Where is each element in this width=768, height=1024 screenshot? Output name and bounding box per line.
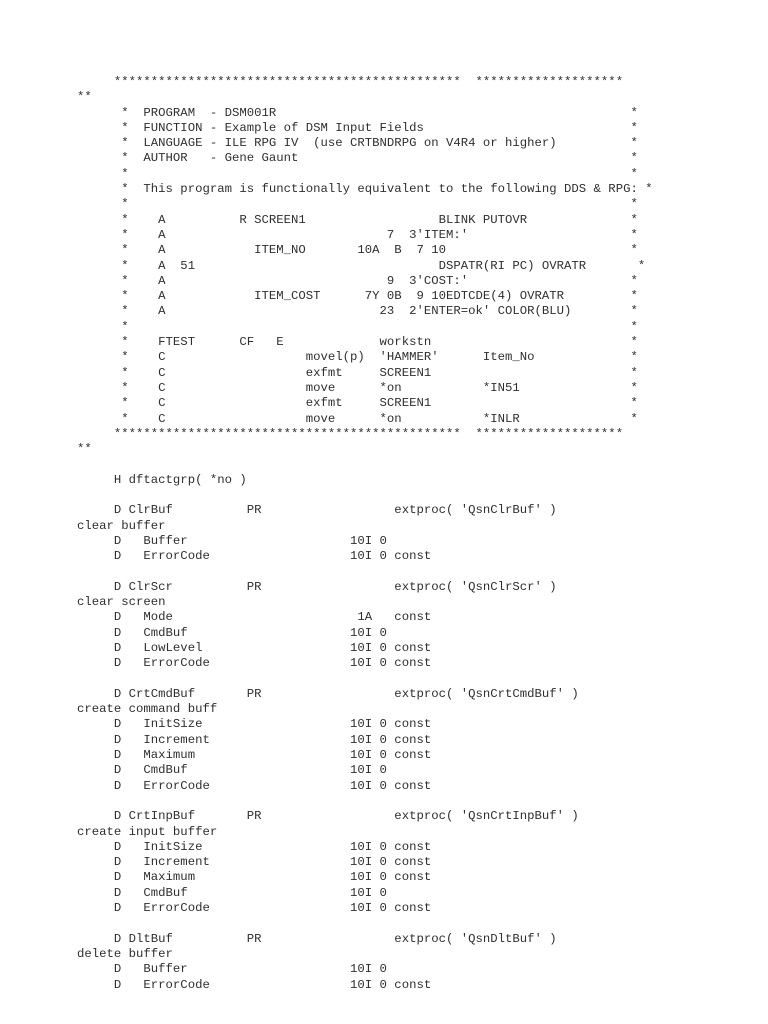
code-line: * FTEST CF E workstn *: [77, 335, 638, 350]
code-line: * C move *on *IN51 *: [77, 380, 638, 395]
code-line: * A ITEM_NO 10A B 7 10 *: [77, 243, 638, 258]
code-line: H dftactgrp( *no ): [77, 472, 247, 487]
code-line: * A ITEM_COST 7Y 0B 9 10EDTCDE(4) OVRATR *: [77, 289, 638, 304]
code-line: **: [77, 442, 92, 457]
code-line: clear buffer: [77, 518, 166, 533]
code-line: D ClrScr PR extproc( 'QsnClrScr' ): [77, 579, 557, 594]
code-line: D Buffer 10I 0: [77, 962, 387, 977]
code-line: * C movel(p) 'HAMMER' Item_No *: [77, 350, 638, 365]
code-line: * A 23 2'ENTER=ok' COLOR(BLU) *: [77, 304, 638, 319]
code-line: [77, 457, 653, 472]
code-line: * This program is functionally equivalent to the following DDS & RPG: *: [77, 182, 653, 197]
code-line: create command buff: [77, 702, 218, 717]
code-line: **: [77, 90, 92, 105]
code-line: [77, 672, 653, 687]
code-line: [77, 916, 653, 931]
code-line: D ErrorCode 10I 0 const: [77, 778, 432, 793]
code-line: D Maximum 10I 0 const: [77, 870, 432, 885]
code-line: D Maximum 10I 0 const: [77, 748, 432, 763]
code-line: * C exfmt SCREEN1 *: [77, 365, 638, 380]
code-line: [77, 488, 653, 503]
code-line: D ClrBuf PR extproc( 'QsnClrBuf' ): [77, 503, 557, 518]
code-line: D Increment 10I 0 const: [77, 855, 432, 870]
code-line: * AUTHOR - Gene Gaunt *: [77, 151, 638, 166]
code-line: D CrtInpBuf PR extproc( 'QsnCrtInpBuf' ): [77, 809, 579, 824]
code-line: clear screen: [77, 595, 166, 610]
code-line: delete buffer: [77, 946, 173, 961]
code-line: D InitSize 10I 0 const: [77, 717, 432, 732]
code-line: * A R SCREEN1 BLINK PUTOVR *: [77, 212, 638, 227]
code-line: * A 7 3'ITEM:' *: [77, 227, 638, 242]
code-line: create input buffer: [77, 824, 218, 839]
code-line: D ErrorCode 10I 0 const: [77, 656, 432, 671]
code-line: * A 9 3'COST:' *: [77, 273, 638, 288]
code-line: D Increment 10I 0 const: [77, 732, 432, 747]
code-line: * *: [77, 166, 638, 181]
code-line: * *: [77, 197, 638, 212]
code-line: * A 51 DSPATR(RI PC) OVRATR *: [77, 258, 646, 273]
code-line: * C move *on *INLR *: [77, 411, 638, 426]
code-line: D ErrorCode 10I 0 const: [77, 901, 432, 916]
source-code-listing: [77, 75, 653, 993]
code-line: D Mode 1A const: [77, 610, 432, 625]
code-line: * *: [77, 319, 638, 334]
code-line: D InitSize 10I 0 const: [77, 839, 432, 854]
code-line: [77, 794, 653, 809]
code-line: D DltBuf PR extproc( 'QsnDltBuf' ): [77, 931, 557, 946]
code-line: * C exfmt SCREEN1 *: [77, 396, 638, 411]
code-line: [77, 565, 653, 580]
code-line: *********************************************** ********************: [77, 426, 624, 441]
code-line: *********************************************** ********************: [77, 75, 624, 89]
code-line: D CmdBuf 10I 0: [77, 763, 387, 778]
code-line: D Buffer 10I 0: [77, 533, 387, 548]
code-line: D CmdBuf 10I 0: [77, 625, 387, 640]
code-line: * FUNCTION - Example of DSM Input Fields *: [77, 120, 638, 135]
code-line: * PROGRAM - DSM001R *: [77, 105, 638, 120]
code-line: * LANGUAGE - ILE RPG IV (use CRTBNDRPG on V4R4 or higher) *: [77, 136, 638, 151]
code-line: D LowLevel 10I 0 const: [77, 640, 432, 655]
code-line: D CmdBuf 10I 0: [77, 885, 387, 900]
code-line: D ErrorCode 10I 0 const: [77, 549, 432, 564]
code-line: D CrtCmdBuf PR extproc( 'QsnCrtCmdBuf' ): [77, 686, 579, 701]
code-line: D ErrorCode 10I 0 const: [77, 977, 432, 992]
